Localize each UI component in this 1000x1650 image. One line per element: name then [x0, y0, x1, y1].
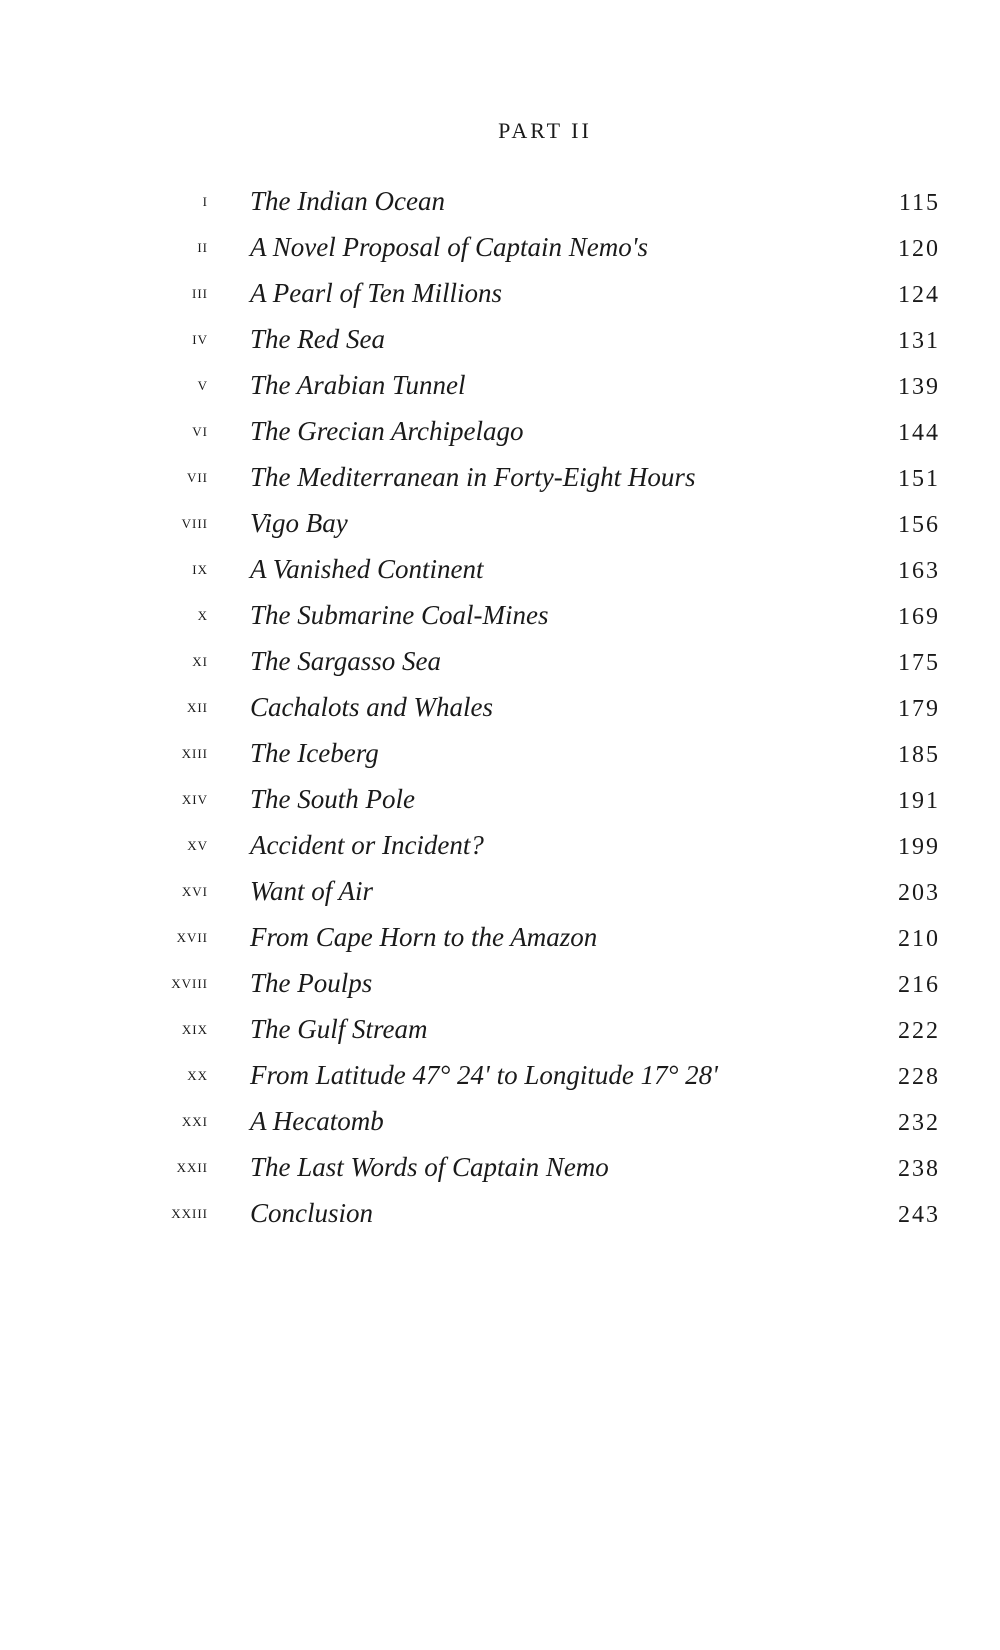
chapter-numeral: xix	[181, 1018, 208, 1039]
toc-entry	[0, 1192, 1000, 1238]
chapter-title: The Indian Ocean	[250, 186, 445, 216]
chapter-title: Want of Air	[250, 876, 374, 906]
toc-entry	[0, 226, 1000, 272]
page-number: 156	[898, 512, 940, 538]
chapter-title: The Submarine Coal-Mines	[250, 600, 549, 630]
chapter-numeral: i	[202, 190, 208, 211]
page-number: 222	[898, 1018, 940, 1044]
toc-entry	[0, 594, 1000, 640]
page-number: 216	[898, 972, 940, 998]
chapter-title: The Poulps	[250, 968, 373, 998]
toc-entry	[0, 456, 1000, 502]
chapter-numeral: xvii	[176, 926, 208, 947]
chapter-numeral: xxi	[181, 1110, 208, 1131]
toc-entry	[0, 180, 1000, 226]
page-number: 232	[898, 1110, 940, 1136]
page-number: 203	[898, 880, 940, 906]
page-number: 243	[898, 1202, 940, 1228]
toc-entry	[0, 502, 1000, 548]
toc-entry	[0, 1008, 1000, 1054]
chapter-numeral: iv	[192, 328, 208, 349]
chapter-numeral: x	[197, 604, 208, 625]
page-number: 175	[898, 650, 940, 676]
chapter-title: A Hecatomb	[250, 1106, 384, 1136]
toc-entry	[0, 778, 1000, 824]
toc-entry	[0, 824, 1000, 870]
chapter-numeral: xvi	[181, 880, 208, 901]
chapter-numeral: xii	[186, 696, 208, 717]
page-number: 144	[898, 420, 940, 446]
chapter-numeral: xi	[192, 650, 208, 671]
chapter-title: Cachalots and Whales	[250, 692, 493, 722]
page-number: 238	[898, 1156, 940, 1182]
chapter-title: From Latitude 47° 24' to Longitude 17° 28'	[250, 1060, 718, 1090]
chapter-numeral: xx	[187, 1064, 208, 1085]
page-number: 163	[898, 558, 940, 584]
chapter-numeral: iii	[192, 282, 208, 303]
page-number: 228	[898, 1064, 940, 1090]
toc-entry	[0, 318, 1000, 364]
table-of-contents	[0, 180, 1000, 1238]
toc-entry	[0, 1146, 1000, 1192]
chapter-title: The Mediterranean in Forty-Eight Hours	[250, 462, 696, 492]
toc-entry	[0, 870, 1000, 916]
toc-entry	[0, 1100, 1000, 1146]
chapter-title: The Red Sea	[250, 324, 385, 354]
chapter-title: Accident or Incident?	[250, 830, 484, 860]
toc-entry	[0, 364, 1000, 410]
chapter-title: Vigo Bay	[250, 508, 348, 538]
page-number: 139	[898, 374, 940, 400]
page-number: 131	[898, 328, 940, 354]
chapter-title: The Iceberg	[250, 738, 379, 768]
chapter-title: From Cape Horn to the Amazon	[250, 922, 598, 952]
chapter-numeral: vi	[192, 420, 208, 441]
page-number: 179	[898, 696, 940, 722]
page-number: 169	[898, 604, 940, 630]
chapter-numeral: xiv	[181, 788, 208, 809]
chapter-title: The South Pole	[250, 784, 415, 814]
toc-entry	[0, 640, 1000, 686]
chapter-title: A Pearl of Ten Millions	[250, 278, 503, 308]
chapter-title: The Gulf Stream	[250, 1014, 428, 1044]
chapter-title: Conclusion	[250, 1198, 374, 1228]
chapter-numeral: xiii	[181, 742, 208, 763]
chapter-numeral: xviii	[171, 972, 208, 993]
page-number: 124	[898, 282, 940, 308]
toc-entry	[0, 1054, 1000, 1100]
toc-entry	[0, 686, 1000, 732]
chapter-numeral: xxii	[176, 1156, 208, 1177]
toc-entry	[0, 962, 1000, 1008]
chapter-title: The Sargasso Sea	[250, 646, 442, 676]
chapter-numeral: ii	[197, 236, 208, 257]
chapter-title: A Novel Proposal of Captain Nemo's	[250, 232, 649, 262]
chapter-title: A Vanished Continent	[250, 554, 484, 584]
chapter-title: The Grecian Archipelago	[250, 416, 524, 446]
chapter-title: The Arabian Tunnel	[250, 370, 466, 400]
toc-entry	[0, 916, 1000, 962]
chapter-title: The Last Words of Captain Nemo	[250, 1152, 609, 1182]
page-number: 151	[898, 466, 940, 492]
chapter-numeral: ix	[192, 558, 208, 579]
page-number: 210	[898, 926, 940, 952]
chapter-numeral: xxiii	[171, 1202, 208, 1223]
page-number: 115	[898, 190, 940, 216]
toc-entry	[0, 272, 1000, 318]
page-number: 120	[898, 236, 940, 262]
toc-entry	[0, 732, 1000, 778]
page-number: 185	[898, 742, 940, 768]
toc-entry	[0, 410, 1000, 456]
chapter-numeral: v	[197, 374, 208, 395]
chapter-numeral: xv	[187, 834, 208, 855]
toc-entry	[0, 548, 1000, 594]
page-number: 191	[898, 788, 940, 814]
page-number: 199	[898, 834, 940, 860]
chapter-numeral: viii	[181, 512, 208, 533]
chapter-numeral: vii	[186, 466, 208, 487]
part-heading: PART II	[498, 118, 592, 143]
